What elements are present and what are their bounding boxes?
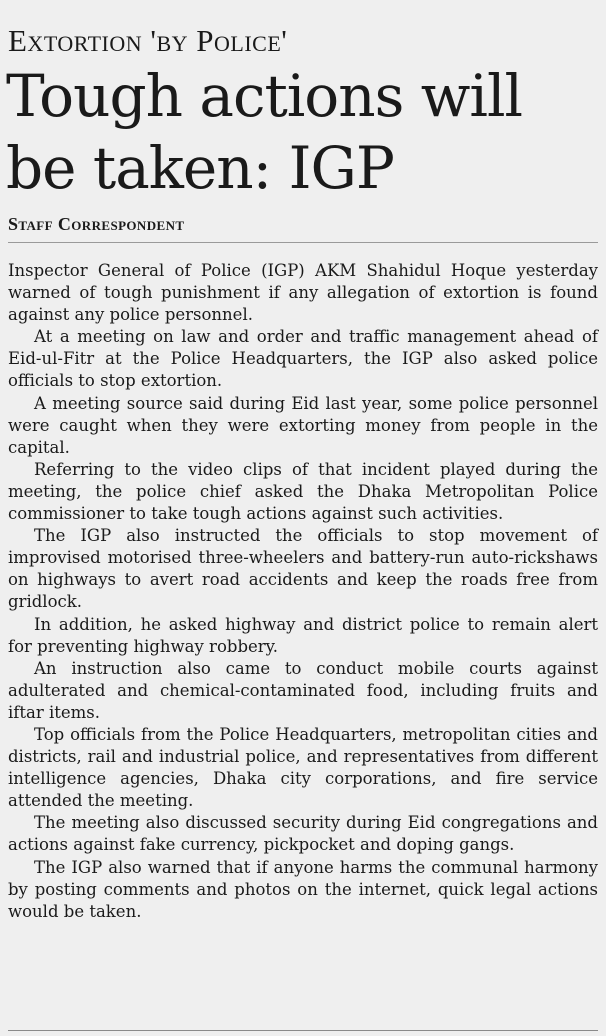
paragraph: Inspector General of Police (IGP) AKM Shahidul Hoque yesterday warned of tough punishment if any allegation of extortion is found against any police personnel. (8, 261, 598, 325)
paragraph: Top officials from the Police Headquarters, metropolitan cities and districts, rail and industrial police, and representatives from different intelligence agencies, Dhaka city corporations, and fire service attended the meeting. (8, 724, 598, 811)
paragraph: In addition, he asked highway and district police to remain alert for preventing highway robbery. (8, 614, 598, 656)
article-body (8, 260, 598, 923)
kicker: Extortion 'by Police' (8, 23, 288, 58)
divider (8, 242, 598, 243)
paragraph: The meeting also discussed security during Eid congregations and actions against fake currency, pickpocket and doping gangs. (8, 813, 598, 855)
paragraph: An instruction also came to conduct mobile courts against adulterated and chemical-contaminated food, including fruits and iftar items. (8, 658, 598, 722)
byline: Staff Correspondent (8, 214, 185, 234)
paragraph: A meeting source said during Eid last year, some police personnel were caught when they were extorting money from people in the capital. (8, 393, 598, 457)
paragraph: Referring to the video clips of that incident played during the meeting, the police chief asked the Dhaka Metropolitan Police commissioner to take tough actions against such activities. (8, 459, 598, 524)
paragraph: At a meeting on law and order and traffic management ahead of Eid-ul-Fitr at the Police Headquarters, the IGP also asked police officials to stop extortion. (8, 327, 598, 391)
paragraph: The IGP also instructed the officials to stop movement of improvised motorised three-wheelers and battery-run auto-rickshaws on highways to avert road accidents and keep the roads free from gridlock. (8, 526, 598, 612)
divider (8, 1030, 598, 1031)
headline: Tough actions will be taken: IGP (6, 62, 523, 202)
paragraph: The IGP also warned that if anyone harms the communal harmony by posting comments and photos on the internet, quick legal actions would be taken. (8, 857, 598, 921)
